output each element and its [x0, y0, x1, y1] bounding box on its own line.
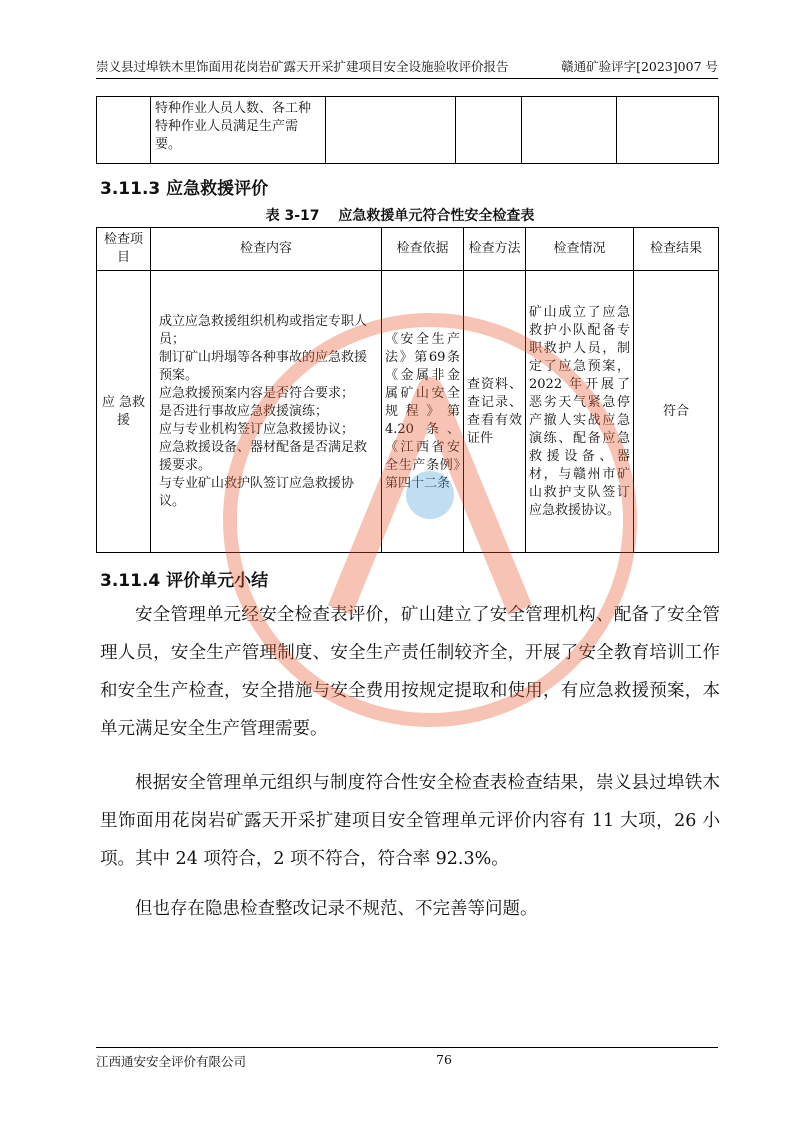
cell-basis: 《安全生产法》第69条《金属非金属矿山安全规程》第 4.20 条、《江西省安全生产条例》第四十二条 [382, 271, 464, 553]
section-heading-3-11-4: 3.11.4 评价单元小结 [100, 571, 269, 591]
col-header-result: 检查结果 [634, 228, 719, 271]
table-title: 表 3-17 应急救援单元符合性安全检查表 [265, 208, 535, 224]
cell-result: 符合 [634, 271, 719, 553]
cell-method: 查资料、查记录、查看有效证件 [464, 271, 526, 553]
section-heading-3-11-3: 3.11.3 应急救援评价 [100, 179, 269, 199]
cell-item: 应 急救援 [97, 271, 151, 553]
page-footer [96, 1047, 718, 1070]
content-line: 制订矿山坍塌等各种事故的应急救援预案。 [159, 349, 368, 383]
cell-content [151, 271, 382, 553]
summary-paragraph-3: 但也存在隐患检查整改记录不规范、不完善等问题。 [135, 899, 538, 919]
col-header-item: 检查项目 [97, 228, 151, 271]
col-header-basis: 检查依据 [382, 228, 464, 271]
table-row [97, 271, 719, 553]
table-header-row [97, 228, 719, 271]
col-header-situation: 检查情况 [526, 228, 634, 271]
page-header [96, 55, 718, 79]
header-report-number: 赣通矿验评字[2023]007 号 [561, 59, 718, 74]
footer-company: 江西通安安全评价有限公司 [96, 1054, 247, 1069]
emergency-rescue-check-table [96, 227, 719, 553]
col-header-method: 检查方法 [464, 228, 526, 271]
summary-paragraph-1: 安全管理单元经安全检查表评价，矿山建立了安全管理机构、配备了安全管理人员，安全生产管理制度、安全生产责任制较齐全，开展了安全教育培训工作和安全生产检查，安全措施与安全费用按规定提取和使用，有应急救援预案，本单元满足安全生产管理需要。 [100, 605, 720, 739]
content-line: 成立应急救援组织机构或指定专职人员； [159, 313, 368, 347]
content-line: 与专业矿山救护队签订应急救援协议。 [159, 475, 355, 509]
page-number: 76 [436, 1052, 452, 1067]
content-line: 应急救援预案内容是否符合要求； [159, 385, 355, 401]
continued-check-table [96, 96, 719, 164]
col-header-content: 检查内容 [151, 228, 382, 271]
cell-check-content: 特种作业人员人数、各工种特种作业人员满足生产需要。 [151, 97, 326, 164]
summary-paragraph-2: 根据安全管理单元组织与制度符合性安全检查表检查结果，崇义县过埠铁木里饰面用花岗岩矿露天开采扩建项目安全管理单元评价内容有 11 大项，26 小项。其中 24 项符合，2 项不符合，符合率 92.3%。 [100, 773, 720, 869]
cell-situation: 矿山成立了应急救护小队配备专职救护人员，制定了应急预案，2022 年开展了恶劣天气紧急停产撤人实战应急演练、配备应急救援设备、器材，与赣州市矿山救护支队签订应急救援协议。 [526, 271, 634, 553]
content-line: 应与专业机构签订应急救援协议； [159, 421, 355, 437]
content-line: 是否进行事故应急救援演练； [159, 403, 329, 419]
content-line: 应急救援设备、器材配备是否满足救援要求。 [159, 439, 368, 473]
table-row [97, 97, 719, 164]
header-report-title: 崇义县过埠铁木里饰面用花岗岩矿露天开采扩建项目安全设施验收评价报告 [96, 59, 509, 74]
